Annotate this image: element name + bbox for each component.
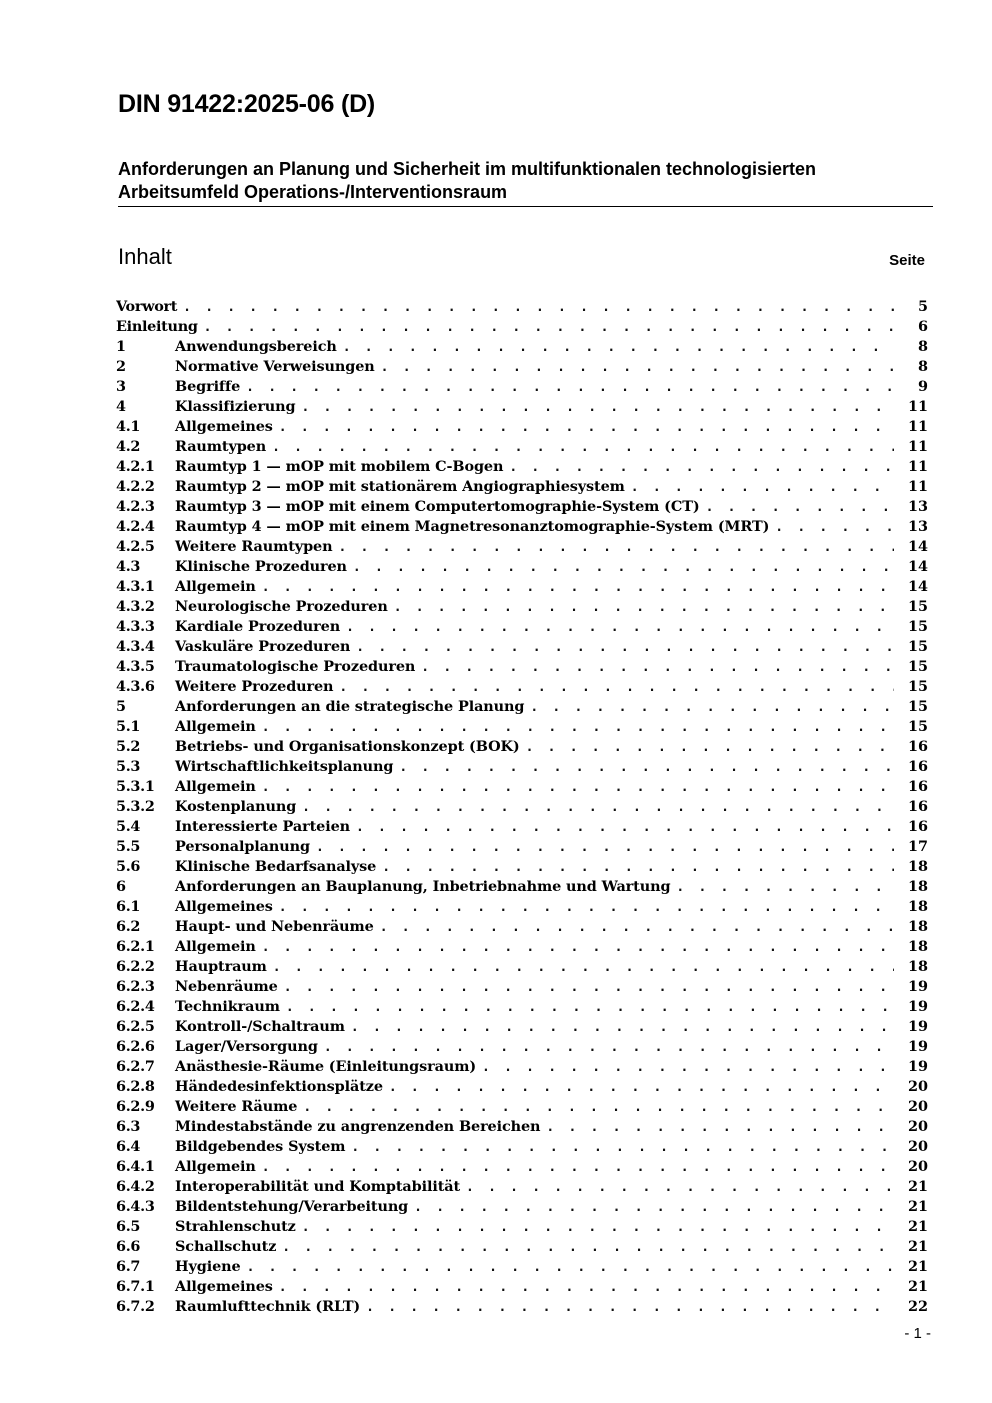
toc-entry-number: 6.2.9	[116, 1098, 155, 1115]
toc-entry-title: Technikraum	[175, 998, 280, 1015]
toc-entry-number: 2	[116, 358, 126, 375]
toc-dot-leader	[351, 1018, 894, 1037]
toc-dot-leader	[262, 938, 894, 957]
toc-dot-leader	[246, 378, 894, 397]
toc-entry-number: 6.7	[116, 1258, 141, 1275]
toc-dot-leader	[316, 838, 894, 857]
toc-entry-number: 5.3.2	[116, 798, 155, 815]
toc-entry-number: 5.1	[116, 718, 141, 735]
toc-entry-title: Traumatologische Prozeduren	[175, 658, 416, 675]
toc-dot-leader	[338, 538, 894, 557]
toc-entry-title: Weitere Räume	[175, 1098, 298, 1115]
toc-entry[interactable]	[116, 1137, 928, 1157]
toc-entry[interactable]	[116, 317, 928, 337]
toc-entry-page: 8	[917, 338, 928, 355]
toc-entry-number: 6.4.3	[116, 1198, 155, 1215]
toc-entry[interactable]	[116, 457, 928, 477]
toc-entry-number: 5.6	[116, 858, 141, 875]
toc-entry-number: 4.2.5	[116, 538, 155, 555]
toc-dot-leader	[676, 878, 894, 897]
toc-dot-leader	[343, 338, 894, 357]
toc-entry-number: Vorwort	[116, 298, 178, 315]
toc-entry[interactable]	[116, 617, 928, 637]
document-id: DIN 91422:2025-06 (D)	[118, 90, 376, 118]
toc-entry-title: Raumtyp 3 — mOP mit einem Computertomographie-System (CT)	[175, 498, 700, 515]
toc-entry-title: Strahlenschutz	[175, 1218, 296, 1235]
toc-entry[interactable]	[116, 717, 928, 737]
toc-entry[interactable]	[116, 657, 928, 677]
toc-entry-page: 21	[907, 1218, 928, 1235]
toc-entry-title: Mindestabstände zu angrenzenden Bereichen	[175, 1118, 541, 1135]
toc-entry[interactable]	[116, 1237, 928, 1257]
toc-entry-number: 4.3	[116, 558, 141, 575]
toc-entry-title: Begriffe	[175, 378, 241, 395]
toc-entry-title: Weitere Prozeduren	[175, 678, 334, 695]
toc-entry[interactable]	[116, 857, 928, 877]
toc-dot-leader	[282, 1238, 894, 1257]
toc-entry-page: 16	[907, 818, 928, 835]
toc-entry[interactable]	[116, 837, 928, 857]
toc-entry[interactable]	[116, 477, 928, 497]
toc-dot-leader	[356, 638, 894, 657]
toc-entry[interactable]	[116, 757, 928, 777]
toc-entry-page: 11	[907, 398, 928, 415]
toc-entry-page: 11	[907, 438, 928, 455]
toc-entry-number: 4.3.3	[116, 618, 155, 635]
toc-entry-number: Einleitung	[116, 318, 198, 335]
toc-entry-title: Allgemein	[175, 778, 256, 795]
table-of-contents	[116, 297, 928, 1317]
toc-heading: Inhalt	[118, 244, 172, 269]
toc-dot-leader	[262, 578, 894, 597]
toc-entry-page: 18	[907, 938, 928, 955]
toc-entry-title: Raumlufttechnik (RLT)	[175, 1298, 361, 1315]
toc-entry-number: 5.3	[116, 758, 141, 775]
toc-entry[interactable]	[116, 1097, 928, 1117]
toc-entry-page: 20	[907, 1118, 928, 1135]
toc-entry[interactable]	[116, 997, 928, 1017]
toc-entry-page: 14	[907, 538, 928, 555]
toc-entry-title: Hauptraum	[175, 958, 267, 975]
toc-entry-title: Klinische Bedarfsanalyse	[175, 858, 377, 875]
toc-entry-page: 16	[907, 798, 928, 815]
toc-entry-page: 21	[907, 1258, 928, 1275]
toc-entry[interactable]	[116, 397, 928, 417]
toc-dot-leader	[414, 1198, 894, 1217]
toc-entry-number: 4	[116, 398, 126, 415]
toc-dot-leader	[339, 678, 894, 697]
toc-dot-leader	[302, 1218, 894, 1237]
document-subtitle: Anforderungen an Planung und Sicherheit im multifunktionalen technologisierten Arbeitsumfeld Operations-/Interventionsraum	[118, 158, 933, 207]
toc-entry-title: Betriebs- und Organisationskonzept (BOK)	[175, 738, 520, 755]
toc-dot-leader	[631, 478, 894, 497]
toc-entry-number: 5.4	[116, 818, 141, 835]
toc-entry-page: 11	[907, 458, 928, 475]
toc-entry[interactable]	[116, 417, 928, 437]
toc-entry[interactable]	[116, 737, 928, 757]
toc-entry[interactable]	[116, 937, 928, 957]
toc-entry-page: 20	[907, 1098, 928, 1115]
toc-entry-title: Raumtypen	[175, 438, 267, 455]
toc-entry-title: Kontroll-/Schaltraum	[175, 1018, 345, 1035]
toc-dot-leader	[353, 558, 894, 577]
toc-dot-leader	[482, 1058, 894, 1077]
toc-dot-leader	[302, 798, 894, 817]
toc-entry-title: Nebenräume	[175, 978, 278, 995]
toc-entry-number: 5.5	[116, 838, 141, 855]
toc-entry-page: 18	[907, 918, 928, 935]
toc-entry[interactable]	[116, 357, 928, 377]
toc-entry-page: 13	[907, 498, 928, 515]
toc-entry[interactable]	[116, 897, 928, 917]
toc-entry-title: Allgemeines	[175, 898, 273, 915]
toc-entry-number: 6.3	[116, 1118, 141, 1135]
toc-entry[interactable]	[116, 697, 928, 717]
toc-entry[interactable]	[116, 877, 928, 897]
toc-entry-page: 19	[907, 1058, 928, 1075]
toc-entry[interactable]	[116, 1157, 928, 1177]
toc-entry-page: 18	[907, 898, 928, 915]
toc-entry-number: 6	[116, 878, 126, 895]
toc-dot-leader	[380, 918, 894, 937]
toc-entry-number: 4.3.1	[116, 578, 155, 595]
toc-entry-title: Allgemein	[175, 938, 256, 955]
toc-dot-leader	[389, 1078, 894, 1097]
toc-entry-page: 18	[907, 878, 928, 895]
toc-entry-title: Haupt- und Nebenräume	[175, 918, 374, 935]
page-number: - 1 -	[904, 1325, 931, 1342]
toc-entry-title: Schallschutz	[175, 1238, 277, 1255]
toc-dot-leader	[546, 1118, 894, 1137]
toc-entry-title: Vaskuläre Prozeduren	[175, 638, 351, 655]
toc-entry[interactable]	[116, 497, 928, 517]
toc-entry[interactable]	[116, 597, 928, 617]
toc-entry-title: Anwendungsbereich	[175, 338, 337, 355]
toc-entry[interactable]	[116, 1277, 928, 1297]
toc-dot-leader	[303, 1098, 894, 1117]
toc-entry[interactable]	[116, 1177, 928, 1197]
toc-entry-page: 15	[907, 638, 928, 655]
toc-entry-title: Kostenplanung	[175, 798, 297, 815]
toc-entry-page: 21	[907, 1198, 928, 1215]
toc-entry-page: 19	[907, 998, 928, 1015]
toc-entry-page: 9	[917, 378, 928, 395]
toc-entry-title: Allgemein	[175, 718, 256, 735]
toc-entry[interactable]	[116, 977, 928, 997]
toc-dot-leader	[247, 1258, 894, 1277]
toc-entry-title: Raumtyp 2 — mOP mit stationärem Angiographiesystem	[175, 478, 625, 495]
toc-entry-number: 3	[116, 378, 126, 395]
toc-entry-page: 20	[907, 1078, 928, 1095]
toc-entry-page: 11	[907, 478, 928, 495]
toc-entry-page: 15	[907, 698, 928, 715]
toc-entry-title: Raumtyp 4 — mOP mit einem Magnetresonanztomographie-System (MRT)	[175, 518, 770, 535]
toc-entry-page: 14	[907, 578, 928, 595]
toc-dot-leader	[272, 438, 894, 457]
toc-entry[interactable]	[116, 577, 928, 597]
toc-entry-title: Lager/Versorgung	[175, 1038, 318, 1055]
toc-entry-title: Anästhesie-Räume (Einleitungsraum)	[175, 1058, 477, 1075]
toc-dot-leader	[399, 758, 894, 777]
toc-entry[interactable]	[116, 297, 928, 317]
toc-entry-title: Allgemein	[175, 578, 256, 595]
toc-entry-title: Klinische Prozeduren	[175, 558, 347, 575]
toc-entry-page: 11	[907, 418, 928, 435]
toc-dot-leader	[284, 978, 894, 997]
toc-entry-page: 16	[907, 778, 928, 795]
toc-entry-number: 4.2.2	[116, 478, 155, 495]
toc-entry-page: 13	[907, 518, 928, 535]
toc-entry-page: 8	[917, 358, 928, 375]
toc-dot-leader	[286, 998, 894, 1017]
toc-entry-number: 6.2	[116, 918, 141, 935]
toc-entry-number: 6.7.1	[116, 1278, 155, 1295]
toc-entry-number: 4.2.4	[116, 518, 155, 535]
toc-dot-leader	[381, 358, 894, 377]
toc-entry-title: Interoperabilität und Komptabilität	[175, 1178, 461, 1195]
toc-dot-leader	[530, 698, 894, 717]
toc-entry-title: Bildentstehung/Verarbeitung	[175, 1198, 409, 1215]
toc-entry[interactable]	[116, 377, 928, 397]
toc-entry-title: Klassifizierung	[175, 398, 296, 415]
toc-entry-number: 6.1	[116, 898, 141, 915]
toc-entry-number: 6.2.6	[116, 1038, 155, 1055]
toc-dot-leader	[204, 318, 894, 337]
toc-entry-page: 20	[907, 1138, 928, 1155]
toc-dot-leader	[366, 1298, 894, 1317]
toc-entry[interactable]	[116, 1117, 928, 1137]
toc-entry[interactable]	[116, 1037, 928, 1057]
toc-entry-page: 18	[907, 858, 928, 875]
toc-entry-number: 6.6	[116, 1238, 141, 1255]
toc-dot-leader	[706, 498, 894, 517]
toc-entry-number: 6.4	[116, 1138, 141, 1155]
toc-entry-page: 17	[907, 838, 928, 855]
toc-entry-title: Raumtyp 1 — mOP mit mobilem C-Bogen	[175, 458, 504, 475]
toc-entry-number: 1	[116, 338, 126, 355]
toc-entry-page: 16	[907, 738, 928, 755]
toc-entry-title: Wirtschaftlichkeitsplanung	[175, 758, 394, 775]
toc-entry-title: Allgemeines	[175, 1278, 273, 1295]
toc-entry-page: 19	[907, 1018, 928, 1035]
toc-entry-page: 15	[907, 658, 928, 675]
toc-entry-number: 4.1	[116, 418, 141, 435]
toc-dot-leader	[526, 738, 894, 757]
toc-entry-title: Bildgebendes System	[175, 1138, 346, 1155]
toc-dot-leader	[279, 418, 894, 437]
toc-entry-title: Kardiale Prozeduren	[175, 618, 341, 635]
toc-entry-title: Anforderungen an die strategische Planung	[175, 698, 525, 715]
toc-dot-leader	[273, 958, 894, 977]
toc-dot-leader	[346, 618, 894, 637]
toc-entry-title: Händedesinfektionsplätze	[175, 1078, 383, 1095]
toc-entry-number: 6.2.3	[116, 978, 155, 995]
toc-entry-title: Anforderungen an Bauplanung, Inbetriebnahme und Wartung	[175, 878, 671, 895]
toc-entry-number: 4.3.4	[116, 638, 155, 655]
toc-entry-page: 19	[907, 1038, 928, 1055]
toc-entry-number: 6.7.2	[116, 1298, 155, 1315]
toc-entry-number: 4.2.3	[116, 498, 155, 515]
toc-entry-page: 16	[907, 758, 928, 775]
toc-entry[interactable]	[116, 1057, 928, 1077]
toc-entry-page: 21	[907, 1178, 928, 1195]
toc-dot-leader	[775, 518, 894, 537]
toc-entry[interactable]	[116, 517, 928, 537]
toc-entry-title: Allgemeines	[175, 418, 273, 435]
toc-entry-number: 6.4.1	[116, 1158, 155, 1175]
toc-entry-title: Interessierte Parteien	[175, 818, 350, 835]
toc-entry[interactable]	[116, 917, 928, 937]
toc-entry-number: 6.2.4	[116, 998, 155, 1015]
toc-entry-number: 6.2.5	[116, 1018, 155, 1035]
toc-entry-number: 4.3.5	[116, 658, 155, 675]
toc-dot-leader	[466, 1178, 894, 1197]
toc-entry-page: 18	[907, 958, 928, 975]
toc-entry-page: 15	[907, 718, 928, 735]
toc-dot-leader	[279, 1278, 894, 1297]
toc-entry-number: 5.3.1	[116, 778, 155, 795]
toc-entry[interactable]	[116, 537, 928, 557]
toc-entry-number: 5	[116, 698, 126, 715]
toc-entry-page: 21	[907, 1238, 928, 1255]
toc-entry-page: 22	[907, 1298, 928, 1315]
toc-dot-leader	[509, 458, 894, 477]
toc-dot-leader	[262, 1158, 894, 1177]
toc-dot-leader	[324, 1038, 894, 1057]
toc-dot-leader	[183, 298, 894, 317]
toc-entry-number: 4.3.6	[116, 678, 155, 695]
toc-entry[interactable]	[116, 1017, 928, 1037]
toc-entry[interactable]	[116, 437, 928, 457]
toc-entry-number: 4.2.1	[116, 458, 155, 475]
toc-entry-title: Neurologische Prozeduren	[175, 598, 388, 615]
toc-dot-leader	[382, 858, 894, 877]
toc-entry[interactable]	[116, 337, 928, 357]
toc-dot-leader	[262, 718, 894, 737]
toc-page-column-heading: Seite	[889, 252, 925, 269]
toc-entry-title: Allgemein	[175, 1158, 256, 1175]
toc-entry-number: 6.5	[116, 1218, 141, 1235]
toc-entry[interactable]	[116, 1217, 928, 1237]
toc-entry-page: 5	[917, 298, 928, 315]
toc-entry-page: 14	[907, 558, 928, 575]
toc-entry[interactable]	[116, 797, 928, 817]
toc-entry-page: 19	[907, 978, 928, 995]
toc-entry[interactable]	[116, 677, 928, 697]
toc-entry-page: 20	[907, 1158, 928, 1175]
toc-entry-page: 6	[917, 318, 928, 335]
toc-entry[interactable]	[116, 957, 928, 977]
toc-entry[interactable]	[116, 1297, 928, 1317]
toc-entry-number: 4.2	[116, 438, 141, 455]
toc-entry[interactable]	[116, 637, 928, 657]
toc-entry-title: Normative Verweisungen	[175, 358, 375, 375]
toc-entry-title: Weitere Raumtypen	[175, 538, 333, 555]
toc-entry-number: 6.2.1	[116, 938, 155, 955]
toc-entry[interactable]	[116, 817, 928, 837]
toc-entry-number: 4.3.2	[116, 598, 155, 615]
toc-dot-leader	[356, 818, 894, 837]
toc-entry[interactable]	[116, 1077, 928, 1097]
toc-entry-number: 5.2	[116, 738, 141, 755]
toc-dot-leader	[302, 398, 895, 417]
toc-entry-number: 6.2.7	[116, 1058, 155, 1075]
toc-entry-number: 6.2.2	[116, 958, 155, 975]
toc-entry-number: 6.2.8	[116, 1078, 155, 1095]
toc-entry-number: 6.4.2	[116, 1178, 155, 1195]
toc-entry-page: 15	[907, 598, 928, 615]
toc-entry-page: 15	[907, 618, 928, 635]
toc-entry[interactable]	[116, 1197, 928, 1217]
toc-dot-leader	[394, 598, 894, 617]
toc-entry[interactable]	[116, 1257, 928, 1277]
toc-entry-page: 21	[907, 1278, 928, 1295]
toc-dot-leader	[279, 898, 894, 917]
toc-entry[interactable]	[116, 777, 928, 797]
toc-entry[interactable]	[116, 557, 928, 577]
toc-entry-title: Hygiene	[175, 1258, 241, 1275]
toc-entry-page: 15	[907, 678, 928, 695]
toc-dot-leader	[421, 658, 894, 677]
toc-dot-leader	[351, 1138, 894, 1157]
toc-dot-leader	[262, 778, 894, 797]
toc-entry-title: Personalplanung	[175, 838, 310, 855]
